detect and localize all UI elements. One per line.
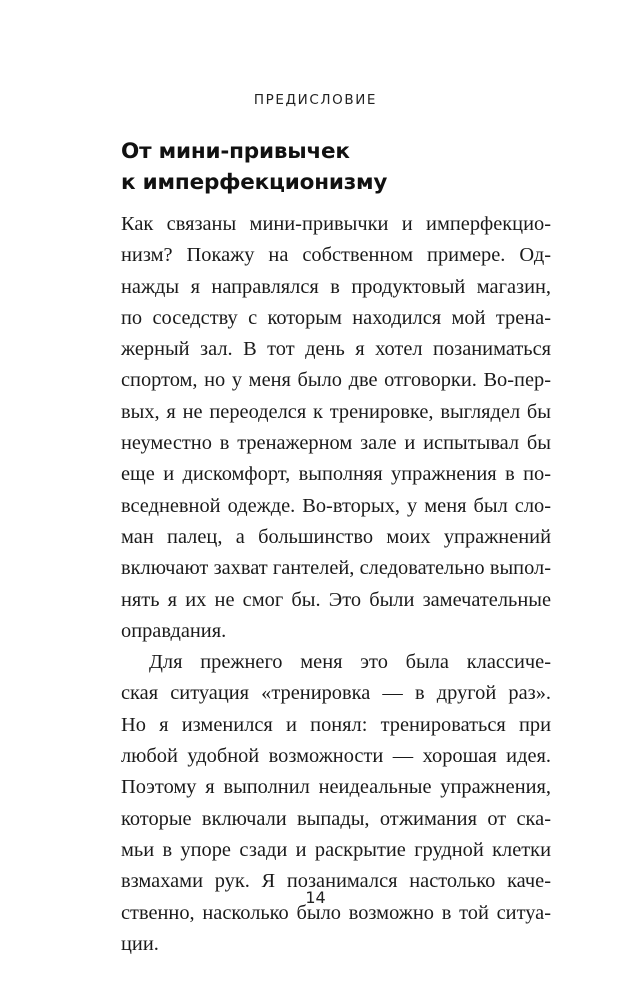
text-line: жерный зал. В тот день я хотел позаниматься [121,338,551,361]
text-line: еще и дискомфорт, выполняя упражнения в по- [121,463,551,486]
text-line: Поэтому я выполнил неидеальные упражнения, [121,776,551,799]
text-line: ская ситуация «тренировка — в другой раз». [121,682,551,705]
text-line: любой удобной возможности — хорошая идея. [121,745,551,768]
paragraph [121,647,551,960]
paragraph [121,209,551,647]
text-line: неуместно в тренажерном зале и испытывал бы [121,432,551,455]
text-line: нять я их не смог бы. Это были замечательные [121,588,551,611]
text-line: Для прежнего меня это была классиче- [149,651,551,674]
chapter-title [121,136,521,198]
text-line: взмахами рук. Я позанимался настолько каче- [121,870,551,893]
text-line: включают захват гантелей, следовательно выпол- [121,557,551,580]
text-line: по соседству с которым находился мой трена- [121,306,551,329]
running-head: ПРЕДИСЛОВИЕ [253,92,378,108]
text-line: ции. [121,932,159,955]
text-line: Но я изменился и понял: тренироваться при [121,713,551,736]
text-line: мьи в упоре сзади и раскрытие грудной клетки [121,838,551,861]
page-number: 14 [305,888,326,907]
text-line: нажды я направлялся в продуктовый магазин, [121,275,551,298]
text-line: вых, я не переоделся к тренировке, выглядел бы [121,400,551,423]
text-line: вседневной одежде. Во-вторых, у меня был сло- [121,494,551,517]
chapter-title-line: От мини-привычек [121,139,350,164]
chapter-title-line: к имперфекционизму [121,170,388,195]
text-line: которые включали выпады, отжимания от ска- [121,807,551,830]
text-line: спортом, но у меня было две отговорки. Во-пер- [121,369,551,392]
body-text [121,209,551,960]
text-line: Как связаны мини-привычки и имперфекцио- [121,213,551,235]
text-line: низм? Покажу на собственном примере. Од- [121,244,551,267]
text-line: ственно, насколько было возможно в той ситуа- [121,901,551,924]
text-line: оправдания. [121,619,227,642]
text-line: ман палец, а большинство моих упражнений [121,525,551,548]
